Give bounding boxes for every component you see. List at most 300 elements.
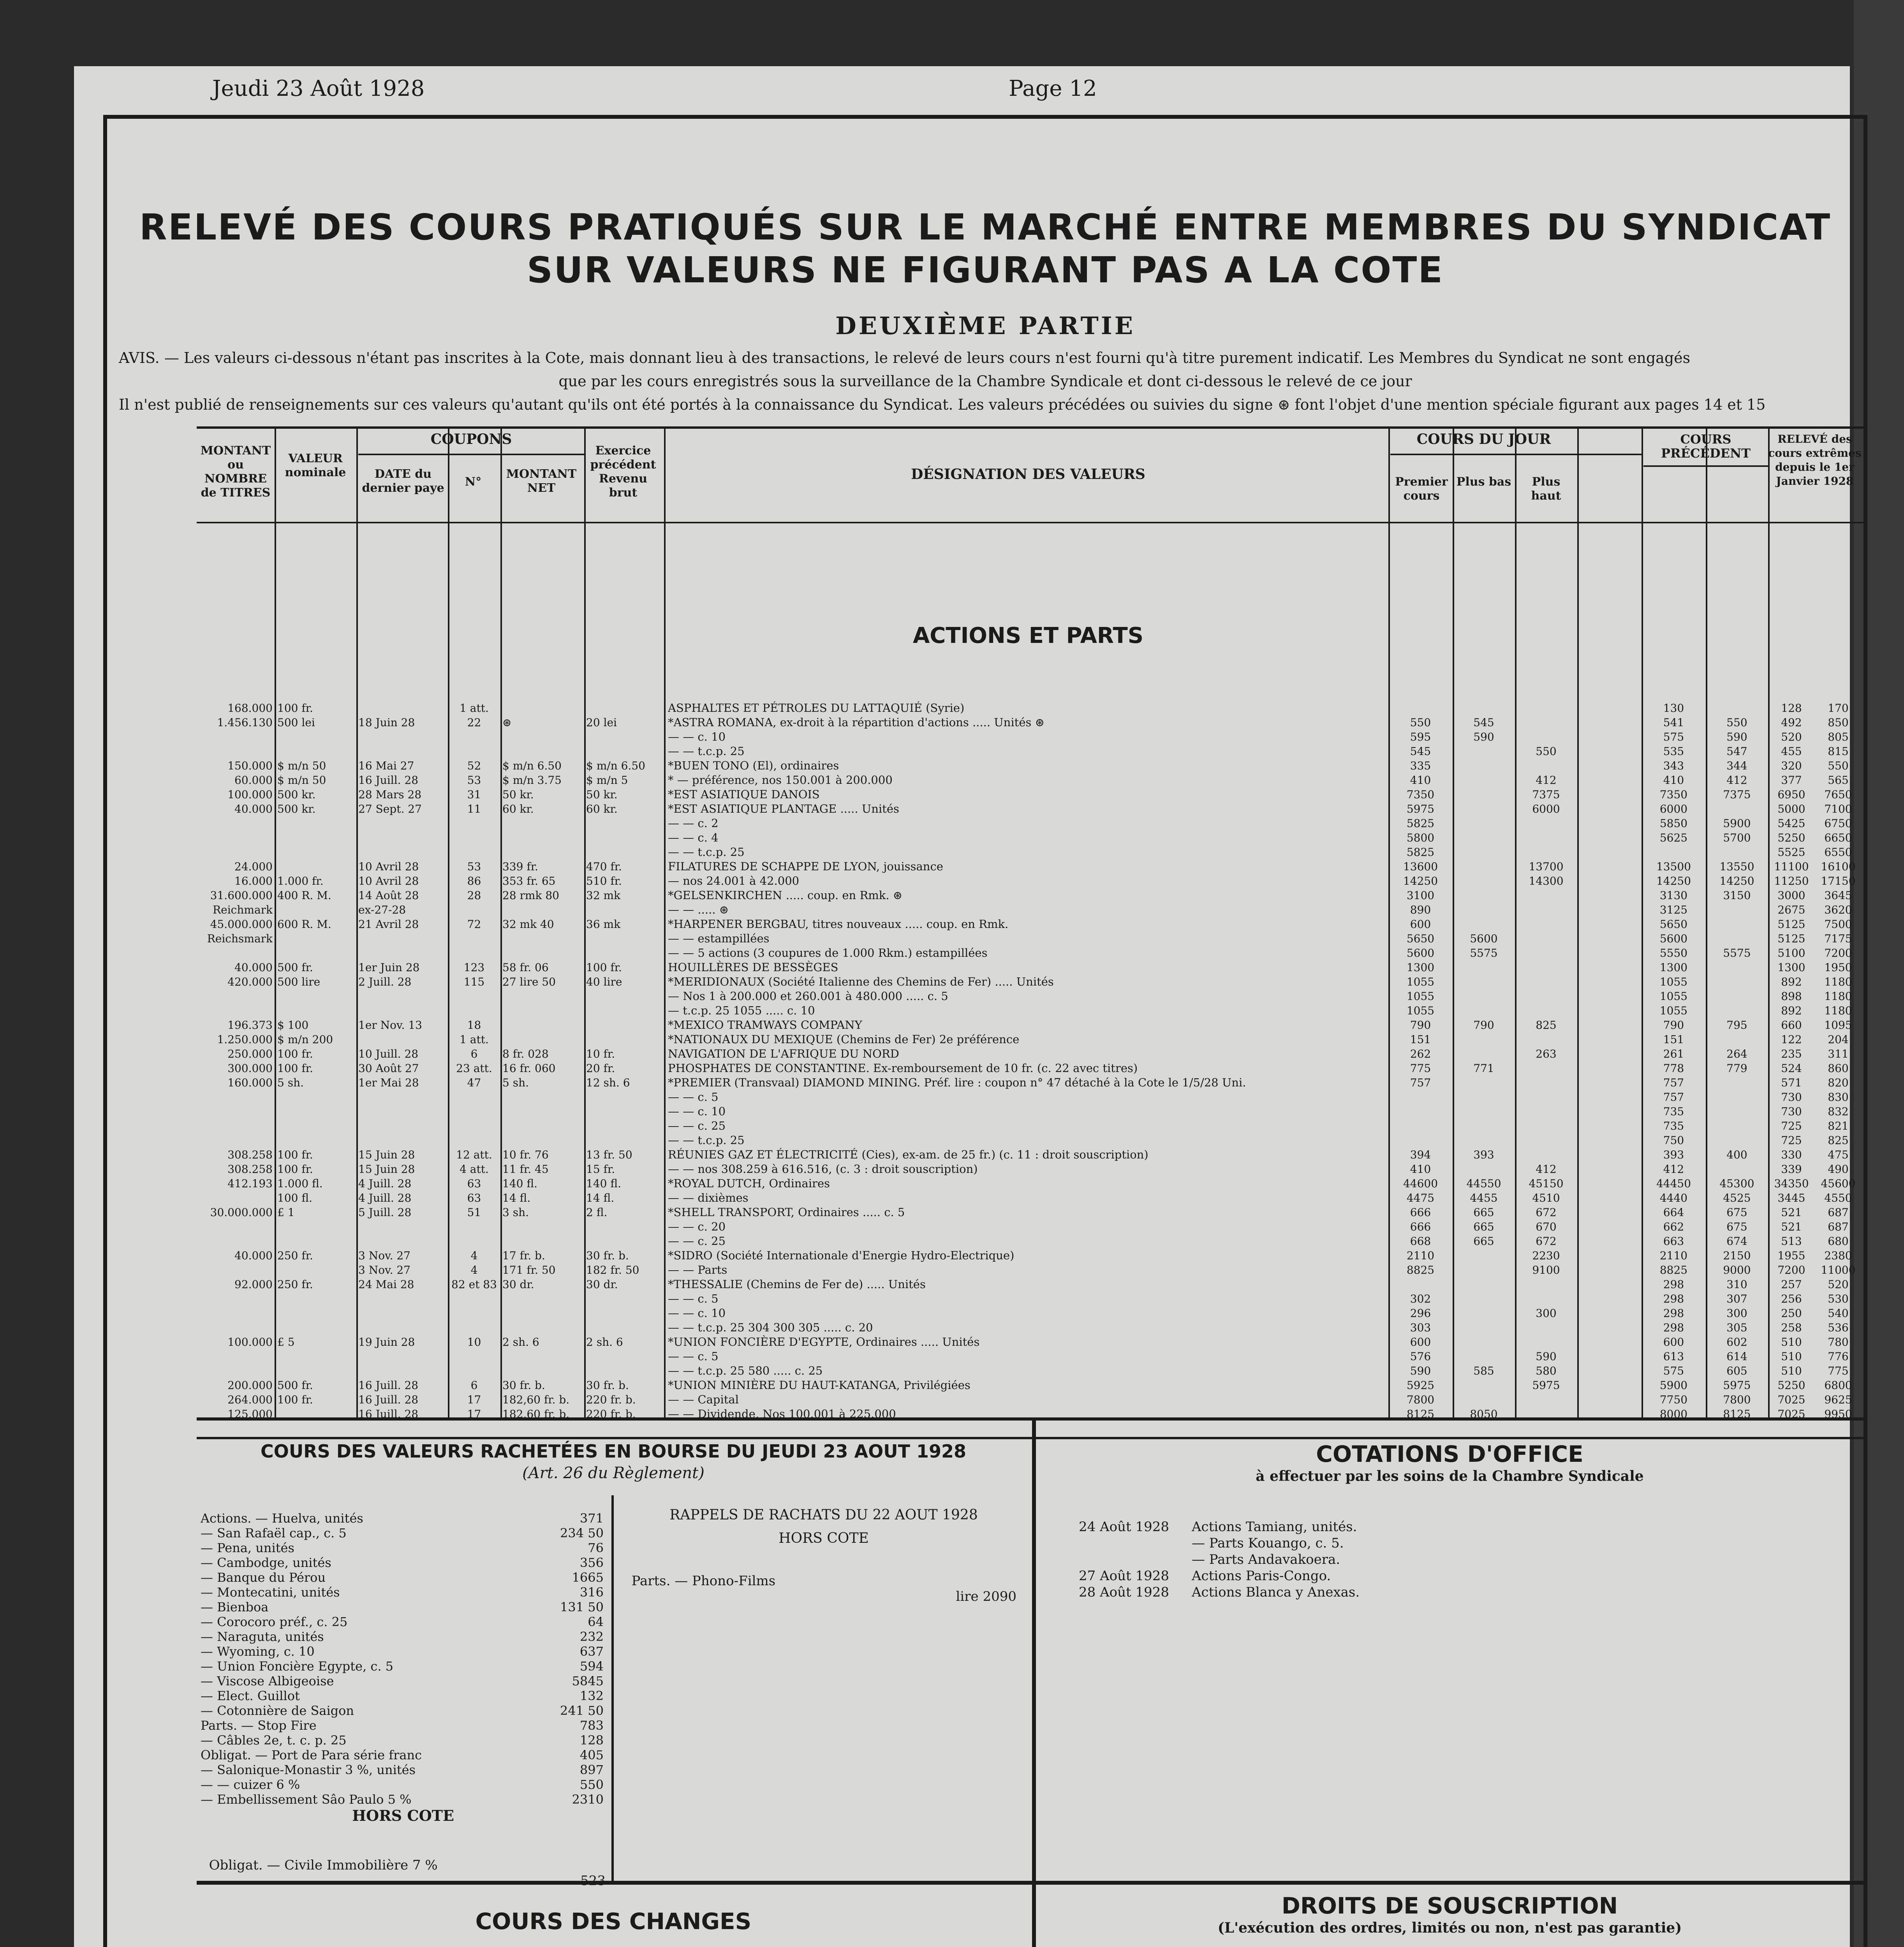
table-cell: 780 [1828, 1336, 1849, 1348]
changes-top-rule [197, 1881, 1863, 1885]
table-cell: 14250 [1403, 875, 1438, 887]
table-cell: 16 Juill. 28 [358, 774, 419, 787]
table-cell: ex-27-28 [358, 903, 406, 916]
table-cell: 10 Avril 28 [358, 875, 419, 887]
table-cell: $ m/n 6.50 [502, 759, 562, 772]
table-cell: 11100 [1774, 860, 1809, 873]
rachat-label: — — cuizer 6 % [201, 1777, 300, 1792]
table-cell: 5600 [1470, 932, 1498, 945]
table-col-rule [1388, 426, 1390, 1417]
table-cell: 19 Juin 28 [358, 1336, 415, 1348]
table-cell: 775 [1410, 1062, 1431, 1075]
table-cell: 7750 [1659, 1393, 1688, 1406]
head-montant: MONTANT ou NOMBRE de TITRES [200, 444, 271, 500]
table-cell: 27 Sept. 27 [358, 803, 422, 815]
table-cell: 5800 [1406, 831, 1435, 844]
table-cell: 308.258 [227, 1148, 273, 1161]
table-cell: 5850 [1659, 817, 1688, 830]
table-cell: *EST ASIATIQUE DANOIS [668, 788, 820, 801]
table-cell: 168.000 [227, 702, 273, 715]
table-cell: 171 fr. 50 [502, 1264, 556, 1276]
table-cell: 4 [470, 1264, 478, 1276]
rachat-value: 128 [579, 1733, 604, 1748]
table-cell: 11 fr. 45 [502, 1163, 549, 1176]
table-cell: 5625 [1659, 831, 1688, 844]
table-cell: 757 [1410, 1076, 1431, 1089]
table-cell: 23 att. [456, 1062, 492, 1075]
head-cours-prec: COURS PRÉCÉDENT [1661, 432, 1751, 461]
table-cell: 13600 [1403, 860, 1438, 873]
table-cell: — — c. 5 [668, 1090, 719, 1104]
cotation-text: — Parts Andavakoera. [1192, 1552, 1340, 1567]
table-cell: — nos 24.001 à 42.000 [668, 874, 800, 887]
table-cell: 725 [1781, 1120, 1802, 1132]
table-cell: 5975 [1406, 803, 1435, 815]
table-cell: 6800 [1824, 1379, 1852, 1392]
table-cell: 40.000 [234, 961, 273, 974]
table-cell: 778 [1663, 1062, 1684, 1075]
table-cell: 520 [1781, 731, 1802, 743]
table-cell: 20 fr. [586, 1062, 615, 1075]
rachat-value: 64 [588, 1614, 604, 1629]
header-page: Page 12 [1009, 76, 1097, 101]
table-cell: *GELSENKIRCHEN ..... coup. en Rmk. ⊛ [668, 889, 903, 902]
table-cell: 16 Juill. 28 [358, 1393, 419, 1406]
table-cell: 30 fr. b. [586, 1379, 629, 1392]
table-cell: 3130 [1659, 889, 1688, 902]
table-cell: 100 fr. [277, 1062, 313, 1075]
table-cell: 3000 [1777, 889, 1805, 902]
table-cell: 4 att. [460, 1163, 489, 1176]
table-cell: 7375 [1723, 788, 1751, 801]
table-cell: 890 [1410, 903, 1431, 916]
table-cell: 15 Juin 28 [358, 1163, 415, 1176]
table-cell: 24 Mai 28 [358, 1278, 414, 1291]
table-cell: 400 [1726, 1148, 1747, 1161]
table-cell: 500 lire [277, 975, 321, 988]
cotations-subtitle: à effectuer par les soins de la Chambre Syndicale [1256, 1468, 1644, 1484]
table-cell: * — préférence, nos 150.001 à 200.000 [668, 773, 893, 787]
rachat-label: — Bienboa [201, 1600, 269, 1614]
table-cell: 63 [467, 1177, 481, 1190]
table-cell: 9950 [1824, 1408, 1852, 1421]
table-cell: 50 kr. [502, 788, 534, 801]
rachat-label: — Cotonnière de Saigon [201, 1703, 354, 1718]
table-cell: 263 [1536, 1047, 1557, 1060]
table-cell: 8000 [1659, 1408, 1688, 1421]
table-cell: 123 [463, 961, 485, 974]
table-col-rule [1768, 426, 1770, 1417]
table-cell: 672 [1536, 1235, 1557, 1248]
table-cell: — — 5 actions (3 coupures de 1.000 Rkm.) estampillées [668, 946, 988, 959]
table-cell: 9000 [1723, 1264, 1751, 1276]
table-cell: *MERIDIONAUX (Société Italienne des Chemins de Fer) ..... Unités [668, 975, 1054, 988]
table-cell: 771 [1473, 1062, 1494, 1075]
table-cell: 5525 [1777, 846, 1805, 859]
table-cell: 412 [1536, 774, 1557, 787]
table-cell: 672 [1536, 1206, 1557, 1219]
table-cell: 1055 [1406, 1004, 1435, 1017]
rachat-label: — Pena, unités [201, 1540, 294, 1555]
table-cell: 790 [1663, 1019, 1684, 1032]
table-cell: $ m/n 3.75 [502, 774, 562, 787]
table-cell: 128 [1781, 702, 1802, 715]
table-cell: 250.000 [227, 1047, 273, 1060]
table-cell: 412.193 [227, 1177, 273, 1190]
table-cell: 400 R. M. [277, 889, 331, 902]
table-cell: 665 [1473, 1235, 1494, 1248]
table-cell: 757 [1663, 1091, 1684, 1104]
table-cell: 8050 [1470, 1408, 1498, 1421]
table-cell: 140 fl. [586, 1177, 621, 1190]
rachat-label: — Cambodge, unités [201, 1555, 331, 1570]
table-cell: 47 [467, 1076, 481, 1089]
table-cell: 53 [467, 774, 481, 787]
table-cell: 20 lei [586, 716, 617, 729]
rachat-value: 2310 [572, 1792, 604, 1807]
table-cell: 12 sh. 6 [586, 1076, 630, 1089]
rachat-value: 594 [579, 1659, 604, 1674]
table-cell: 17150 [1821, 875, 1856, 887]
table-cell: 7350 [1406, 788, 1435, 801]
table-cell: 353 fr. 65 [502, 875, 556, 887]
table-cell: 510 [1781, 1336, 1802, 1348]
table-cell: 307 [1726, 1292, 1747, 1305]
table-cell: 1055 [1659, 1004, 1688, 1017]
table-cell: 602 [1726, 1336, 1747, 1348]
table-cell: — — t.c.p. 25 [668, 745, 745, 758]
band-divider [1032, 1417, 1036, 1881]
table-cell: 303 [1410, 1321, 1431, 1334]
table-cell: 7375 [1532, 788, 1560, 801]
droits-subtitle: (L'exécution des ordres, limités ou non, n'est pas garantie) [1217, 1920, 1682, 1936]
table-cell: 257 [1781, 1278, 1802, 1291]
cotation-text: Actions Tamiang, unités. [1192, 1519, 1357, 1535]
table-cell: 10 fr. [586, 1047, 615, 1060]
table-cell: 45.000.000 [210, 918, 273, 931]
section-actions-parts: ACTIONS ET PARTS [912, 623, 1144, 648]
band-rule [197, 1437, 1863, 1439]
rachat-label: — Elect. Guillot [201, 1688, 300, 1703]
rachat-label: — Câbles 2e, t. c. p. 25 [201, 1733, 347, 1748]
table-cell: 500 kr. [277, 803, 316, 815]
table-cell: 60 kr. [502, 803, 534, 815]
changes-title: COURS DES CHANGES [475, 1908, 752, 1935]
rachat-label: — Corocoro préf., c. 25 [201, 1614, 348, 1629]
table-cell: 536 [1828, 1321, 1849, 1334]
table-cell: 550 [1536, 745, 1557, 758]
table-cell: 51 [467, 1206, 481, 1219]
table-cell: 52 [467, 759, 481, 772]
table-cell: 1055 [1659, 990, 1688, 1003]
part-title: DEUXIÈME PARTIE [835, 312, 1135, 340]
table-cell: 262 [1410, 1047, 1431, 1060]
table-cell: 3150 [1723, 889, 1751, 902]
table-cell: 140 fl. [502, 1177, 537, 1190]
table-cell: 16 Juill. 28 [358, 1408, 419, 1421]
table-cell: — — Dividende, Nos 100.001 à 225.000 [668, 1407, 896, 1421]
table-cell: — — c. 10 [668, 1105, 726, 1118]
rachat-value: 897 [579, 1762, 604, 1777]
head-haut: Plus haut [1531, 475, 1561, 503]
table-cell: — — c. 5 [668, 1292, 719, 1305]
rachat-label: — Embellissement Sâo Paulo 5 % [201, 1792, 412, 1807]
table-cell: 28 [467, 889, 481, 902]
table-cell: 1.250.000 [217, 1033, 273, 1046]
table-cell: 575 [1663, 731, 1684, 743]
table-cell: 540 [1828, 1307, 1849, 1320]
table-cell: $ m/n 6.50 [586, 759, 645, 772]
table-cell: 16 Juill. 28 [358, 1379, 419, 1392]
table-cell: 825 [1536, 1019, 1557, 1032]
table-cell: 1.000 fr. [277, 875, 324, 887]
rappels-rachats-sub: HORS COTE [779, 1530, 869, 1546]
table-cell: 196.373 [227, 1019, 273, 1032]
table-cell: 3445 [1777, 1192, 1805, 1204]
table-cell: 58 fr. 06 [502, 961, 549, 974]
table-cell: 5975 [1723, 1379, 1751, 1392]
rachat-label: — Montecatini, unités [201, 1585, 340, 1600]
head-exercice: Exercice précédent Revenu brut [590, 444, 656, 500]
table-cell: — — t.c.p. 25 [668, 1134, 745, 1147]
table-cell: 305 [1726, 1321, 1747, 1334]
table-cell: 614 [1726, 1350, 1747, 1363]
table-head-rule [197, 522, 1863, 523]
table-cell: 675 [1726, 1220, 1747, 1233]
table-cell: 13500 [1656, 860, 1691, 873]
table-cell: 40.000 [234, 803, 273, 815]
droits-title: DROITS DE SOUSCRIPTION [1281, 1892, 1618, 1919]
table-cell: 5100 [1777, 947, 1805, 959]
rachat-value: 232 [579, 1629, 604, 1644]
table-cell: 45600 [1821, 1177, 1856, 1190]
table-cell: 590 [1726, 731, 1747, 743]
rachat-label: — San Rafaël cap., c. 5 [201, 1526, 347, 1540]
table-cell: 892 [1781, 1004, 1802, 1017]
table-cell: *ROYAL DUTCH, Ordinaires [668, 1177, 830, 1190]
page-subtitle: SUR VALEURS NE FIGURANT PAS A LA COTE [527, 249, 1444, 291]
table-cell: PHOSPHATES DE CONSTANTINE. Ex-remboursement de 10 fr. (c. 22 avec titres) [668, 1062, 1138, 1075]
table-cell: 170 [1828, 702, 1849, 715]
cotation-text: Actions Blanca y Anexas. [1192, 1584, 1360, 1600]
table-col-rule [1515, 426, 1517, 1417]
table-cell: 14250 [1656, 875, 1691, 887]
table-cell: — — c. 5 [668, 1350, 719, 1363]
table-cell: — — c. 4 [668, 831, 719, 844]
table-cell: 1950 [1824, 961, 1852, 974]
table-cell: Reichsmark [207, 932, 273, 945]
table-cell: 600 R. M. [277, 918, 331, 931]
table-cell: 830 [1828, 1091, 1849, 1104]
table-cell: 30.000.000 [210, 1206, 273, 1219]
table-cell: 264.000 [227, 1393, 273, 1406]
table-cell: 250 fr. [277, 1249, 313, 1262]
table-cell: 513 [1781, 1235, 1802, 1248]
table-cell: 393 [1663, 1148, 1684, 1161]
rachat-value: 241 50 [560, 1703, 604, 1718]
table-cell: 5 sh. [502, 1076, 529, 1089]
table-cell: 9625 [1824, 1393, 1852, 1406]
table-cell: 11 [467, 803, 481, 815]
table-cell: 500 fr. [277, 961, 313, 974]
table-cell: 5575 [1470, 947, 1498, 959]
table-cell: 4525 [1723, 1192, 1751, 1204]
table-cell: 670 [1536, 1220, 1557, 1233]
table-cell: 50 kr. [586, 788, 618, 801]
table-cell: 6950 [1777, 788, 1805, 801]
table-cell: 7025 [1777, 1408, 1805, 1421]
table-cell: *UNION MINIÈRE DU HAUT-KATANGA, Privilégiées [668, 1378, 970, 1392]
table-cell: 1055 [1406, 975, 1435, 988]
table-cell: *UNION FONCIÈRE D'EGYPTE, Ordinaires ..... Unités [668, 1335, 980, 1348]
table-cell: 10 Juill. 28 [358, 1047, 419, 1060]
table-cell: 394 [1410, 1148, 1431, 1161]
table-cell: 2230 [1532, 1249, 1560, 1262]
table-cell: 17 [467, 1408, 481, 1421]
table-cell: 160.000 [227, 1076, 273, 1089]
table-cell: 182 fr. 50 [586, 1264, 639, 1276]
rachat-label: — Naraguta, unités [201, 1629, 324, 1644]
table-cell: 530 [1828, 1292, 1849, 1305]
table-cell: 100 fr. [277, 1047, 313, 1060]
table-cell: 5650 [1659, 918, 1688, 931]
table-cell: 122 [1781, 1033, 1802, 1046]
rachat-label: Actions. — Huelva, unités [201, 1511, 363, 1526]
table-cell: 377 [1781, 774, 1802, 787]
table-cell: 565 [1828, 774, 1849, 787]
table-cell: 662 [1663, 1220, 1684, 1233]
table-cell: 7650 [1824, 788, 1852, 801]
table-cell: 735 [1663, 1120, 1684, 1132]
table-cell: 5600 [1406, 947, 1435, 959]
table-cell: 16100 [1821, 860, 1856, 873]
table-cell: 6650 [1824, 831, 1852, 844]
cotation-date: 28 Août 1928 [1079, 1584, 1169, 1600]
table-cell: 1er Mai 28 [358, 1076, 419, 1089]
table-cell: 60 kr. [586, 803, 618, 815]
notice-line-3: Il n'est publié de renseignements sur ces valeurs qu'autant qu'ils ont été portés à la connaissance du Syndicat. Les valeurs précédées ou suivies du signe ⊛ font l'objet d'une mention spéciale figurant aux pages 14 et 15 [119, 396, 1766, 413]
table-cell: — — t.c.p. 25 [668, 845, 745, 859]
table-cell: 5900 [1723, 817, 1751, 830]
coupons-rule [358, 454, 584, 455]
table-cell: 725 [1781, 1134, 1802, 1147]
cotation-date: 27 Août 1928 [1079, 1568, 1169, 1584]
table-cell: 4550 [1824, 1192, 1852, 1204]
table-cell: 27 lire 50 [502, 975, 556, 988]
table-cell: 5600 [1659, 932, 1688, 945]
table-cell: 300 [1536, 1307, 1557, 1320]
rachat-value: 550 [579, 1777, 604, 1792]
table-cell: 6000 [1659, 803, 1688, 815]
rachat-value: 5845 [572, 1674, 604, 1688]
table-cell: 296 [1410, 1307, 1431, 1320]
table-cell: 1300 [1777, 961, 1805, 974]
cotation-text: — Parts Kouango, c. 5. [1192, 1535, 1344, 1551]
table-cell: — — estampillées [668, 932, 770, 945]
table-cell: 2380 [1824, 1249, 1852, 1262]
table-cell: 779 [1726, 1062, 1747, 1075]
table-cell: 2675 [1777, 903, 1805, 916]
table-cell: 730 [1781, 1105, 1802, 1118]
table-cell: 344 [1726, 759, 1747, 772]
table-cell: 24.000 [234, 860, 273, 873]
table-cell: 60.000 [234, 774, 273, 787]
table-cell: 687 [1828, 1206, 1849, 1219]
table-cell: 115 [463, 975, 485, 988]
table-cell: 17 [467, 1393, 481, 1406]
table-cell: 16.000 [234, 875, 273, 887]
table-cell: 250 fr. [277, 1278, 313, 1291]
table-cell: 13 fr. 50 [586, 1148, 632, 1161]
table-col-rule [1706, 426, 1707, 1417]
table-cell: 8125 [1406, 1408, 1435, 1421]
table-cell: 757 [1663, 1076, 1684, 1089]
table-cell: 412 [1663, 1163, 1684, 1176]
table-cell: 4 Juill. 28 [358, 1177, 412, 1190]
table-cell: 547 [1726, 745, 1747, 758]
table-cell: 412 [1726, 774, 1747, 787]
table-cell: 850 [1828, 716, 1849, 729]
table-cell: 1.000 fl. [277, 1177, 323, 1190]
table-cell: 675 [1726, 1206, 1747, 1219]
table-cell: 590 [1473, 731, 1494, 743]
table-cell: 21 Avril 28 [358, 918, 419, 931]
table-cell: 8125 [1723, 1408, 1751, 1421]
table-cell: 730 [1781, 1091, 1802, 1104]
table-cell: 7200 [1777, 1264, 1805, 1276]
table-cell: 805 [1828, 731, 1849, 743]
rachat-value: 131 50 [560, 1600, 604, 1614]
table-cell: 2 fl. [586, 1206, 608, 1219]
table-cell: 1055 [1406, 990, 1435, 1003]
table-cell: *MEXICO TRAMWAYS COMPANY [668, 1018, 862, 1032]
table-cell: ⊛ [502, 716, 512, 729]
table-cell: 5825 [1406, 817, 1435, 830]
table-cell: 892 [1781, 975, 1802, 988]
table-cell: 92.000 [234, 1278, 273, 1291]
table-cell: 63 [467, 1192, 481, 1204]
table-cell: 204 [1828, 1033, 1849, 1046]
table-cell: — — c. 10 [668, 730, 726, 743]
table-cell: 5700 [1723, 831, 1751, 844]
table-cell: — — c. 25 [668, 1234, 726, 1248]
table-cell: 735 [1663, 1105, 1684, 1118]
table-cell: — — t.c.p. 25 304 300 305 ..... c. 20 [668, 1321, 873, 1334]
table-cell: — — t.c.p. 25 580 ..... c. 25 [668, 1364, 823, 1377]
table-cell: — — c. 2 [668, 817, 719, 830]
table-cell: 605 [1726, 1364, 1747, 1377]
table-cell: 6 [470, 1047, 478, 1060]
rachats-title: COURS DES VALEURS RACHETÉES EN BOURSE DU JEUDI 23 AOUT 1928 [260, 1441, 967, 1462]
table-cell: 10 Avril 28 [358, 860, 419, 873]
notice-line-1: AVIS. — Les valeurs ci-dessous n'étant pas inscrites à la Cote, mais donnant lieu à des transactions, le relevé de leurs cours n'est fourni qu'à titre purement indicatif. Les Membres du Syndicat ne sont engagés [119, 349, 1691, 366]
table-cell: 100 fr. [277, 1393, 313, 1406]
table-cell: — — Capital [668, 1393, 739, 1406]
table-cell: 393 [1473, 1148, 1494, 1161]
table-cell: 600 [1410, 1336, 1431, 1348]
table-cell: — t.c.p. 25 1055 ..... c. 10 [668, 1004, 815, 1017]
table-cell: 100 fr. [586, 961, 622, 974]
table-cell: 5825 [1406, 846, 1435, 859]
table-cell: 17 fr. b. [502, 1249, 545, 1262]
table-cell: 200.000 [227, 1379, 273, 1392]
table-cell: 9100 [1532, 1264, 1560, 1276]
table-cell: 32 mk [586, 889, 621, 902]
table-cell: $ m/n 50 [277, 774, 326, 787]
table-cell: — — c. 20 [668, 1220, 726, 1233]
table-cell: 825 [1828, 1134, 1849, 1147]
table-cell: — — c. 25 [668, 1119, 726, 1132]
